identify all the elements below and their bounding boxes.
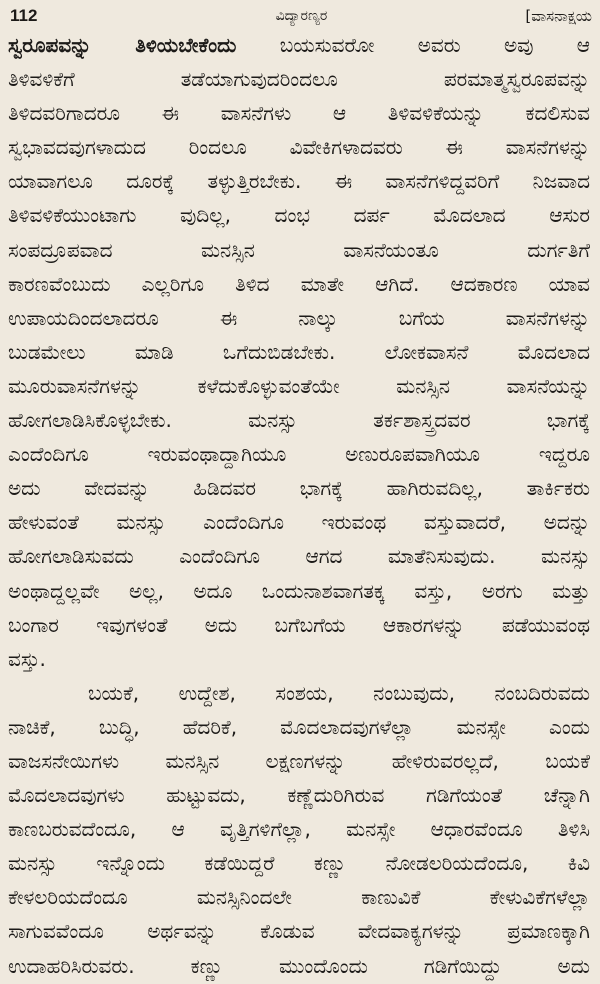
text-line: ಸ್ವಭಾವದವುಗಳಾದುದ ರಿಂದಲೂ ವಿವೇಕಿಗಳಾದವರು ಈ ವಾಸನೆಗಳನ್ನು xyxy=(8,135,590,160)
text-line: ಕೇಳಲರಿಯದೆಂದೂ ಮನಸ್ಸಿನಿಂದಲೇ ಕಾಣುವಿಕೆ ಕೇಳುವಿಕೆಗಳೆಲ್ಲಾ xyxy=(8,885,590,910)
text-line: ವಸ್ತು. xyxy=(8,646,46,671)
text-line: ಅದು ವೇದವನ್ನು ಹಿಡಿದವರ ಭಾಗಕ್ಕೆ ಹಾಗಿರುವದಿಲ್ಲ, ತಾರ್ಕಿಕರು xyxy=(8,476,590,501)
page-number: 112 xyxy=(10,6,38,25)
section-title: [ವಾಸನಾಕ್ಷಯ xyxy=(525,7,592,25)
bold-phrase: ಸ್ವರೂಪವನ್ನು ತಿಳಿಯಬೇಕೆಂದು xyxy=(8,33,237,57)
text-line: ನಾಚಿಕೆ, ಬುದ್ಧಿ, ಹೆದರಿಕೆ, ಮೊದಲಾದವುಗಳೆಲ್ಲಾ ಮನಸ್ಸೇ ಎಂದು xyxy=(8,714,590,739)
page-body-text xyxy=(8,28,590,983)
line-rest: ಬಯಸುವರೋ ಅವರು ಅವು ಆ xyxy=(236,33,590,57)
text-line: ಬುಡಮೇಲು ಮಾಡಿ ಒಗೆದುಬಿಡಬೇಕು. ಲೋಕವಾಸನೆ ಮೊದಲಾದ xyxy=(8,339,590,364)
running-title: ವಿದ್ಯಾರಣ್ಯರ xyxy=(275,8,328,24)
text-line: ಸಂಪದ್ರೂಪವಾದ ಮನಸ್ಸಿನ ವಾಸನೆಯಂತೂ ದುರ್ಗತಿಗೆ xyxy=(8,237,590,262)
text-line: ತಿಳಿದವರಿಗಾದರೂ ಈ ವಾಸನೆಗಳು ಆ ತಿಳಿವಳಿಕೆಯನ್ನು ಕದಲಿಸುವ xyxy=(8,101,590,126)
text-line: ಹೋಗಲಾಡಿಸಿಕೊಳ್ಳಬೇಕು. ಮನಸ್ಸು ತರ್ಕಶಾಸ್ತ್ರದವರ ಭಾಗಕ್ಕೆ xyxy=(8,408,590,433)
text-line: ಅಂಥಾದ್ದಲ್ಲವೇ ಅಲ್ಲ, ಅದೂ ಒಂದುನಾಶವಾಗತಕ್ಕ ವಸ್ತು, ಅರಗು ಮತ್ತು xyxy=(8,578,590,603)
text-line: ಕಾಣಬರುವದೆಂದೂ, ಆ ವೃತ್ತಿಗಳಿಗೆಲ್ಲಾ, ಮನಸ್ಸೇ ಆಧಾರವೆಂದೂ ತಿಳಿಸಿ xyxy=(8,817,590,842)
text-line: ಮೂರುವಾಸನೆಗಳನ್ನು ಕಳೆದುಕೊಳ್ಳುವಂತೆಯೇ ಮನಸ್ಸಿನ ವಾಸನೆಯನ್ನು xyxy=(8,373,590,398)
text-line: ಯಾವಾಗಲೂ ದೂರಕ್ಕೆ ತಳ್ಳುತ್ತಿರಬೇಕು. ಈ ವಾಸನೆಗಳಿದ್ದವರಿಗೆ ನಿಜವಾದ xyxy=(8,169,590,194)
text-line: ಮನಸ್ಸು ಇನ್ನೊಂದು ಕಡೆಯಿದ್ದರೆ ಕಣ್ಣು ನೋಡಲರಿಯದೆಂದೂ, ಕಿವಿ xyxy=(8,851,590,876)
text-line xyxy=(8,28,590,62)
text-line: ಬಂಗಾರ ಇವುಗಳಂತೆ ಅದು ಬಗೆಬಗೆಯ ಆಕಾರಗಳನ್ನು ಪಡೆಯುವಂಥ xyxy=(8,612,590,637)
text-line: ತಿಳಿವಳಿಕೆಯುಂಟಾಗು ವುದಿಲ್ಲ, ದಂಭ ದರ್ಪ ಮೊದಲಾದ ಆಸುರ xyxy=(8,203,590,228)
text-line: ವಾಜಸನೇಯಿಗಳು ಮನಸ್ಸಿನ ಲಕ್ಷಣಗಳನ್ನು ಹೇಳಿರುವರಲ್ಲದೆ, ಬಯಕೆ xyxy=(8,748,590,773)
text-line: ಕಾರಣವೆಂಬುದು ಎಲ್ಲರಿಗೂ ತಿಳಿದ ಮಾತೇ ಆಗಿದೆ. ಆದಕಾರಣ ಯಾವ xyxy=(8,271,590,296)
text-line: ಎಂದೆಂದಿಗೂ ಇರುವಂಥಾದ್ದಾಗಿಯೂ ಅಣುರೂಪವಾಗಿಯೂ ಇದ್ದರೂ xyxy=(8,442,590,467)
text-line: ಉದಾಹರಿಸಿರುವರು. ಕಣ್ಣು ಮುಂದೊಂದು ಗಡಿಗೆಯಿದ್ದು ಅದು xyxy=(8,953,590,978)
text-line: ಉಪಾಯದಿಂದಲಾದರೂ ಈ ನಾಲ್ಕು ಬಗೆಯ ವಾಸನೆಗಳನ್ನು xyxy=(8,305,590,330)
text-line: ಮೊದಲಾದವುಗಳು ಹುಟ್ಟುವದು, ಕಣ್ಣೆದುರಿಗಿರುವ ಗಡಿಗೆಯಂತೆ ಚೆನ್ನಾಗಿ xyxy=(8,783,590,808)
text-line: ತಿಳಿವಳಿಕೆಗೆ ತಡೆಯಾಗುವುದರಿಂದಲೂ ಪರಮಾತ್ಮಸ್ವರೂಪವನ್ನು xyxy=(8,67,590,92)
text-line: ಹೇಳುವಂತೆ ಮನಸ್ಸು ಎಂದೆಂದಿಗೂ ಇರುವಂಥ ವಸ್ತುವಾದರೆ, ಅದನ್ನು xyxy=(8,510,590,535)
text-line: ಬಯಕೆ, ಉದ್ದೇಶ, ಸಂಶಯ, ನಂಬುವುದು, ನಂಬದಿರುವದು xyxy=(88,680,590,705)
text-line: ಸಾಗುವವೆಂದೂ ಅರ್ಥವನ್ನು ಕೊಡುವ ವೇದವಾಕ್ಯಗಳನ್ನು ಪ್ರಮಾಣಕ್ಕಾಗಿ xyxy=(8,919,590,944)
text-line: ಹೋಗಲಾಡಿಸುವದು ಎಂದೆಂದಿಗೂ ಆಗದ ಮಾತೆನಿಸುವುದು. ಮನಸ್ಸು xyxy=(8,544,590,569)
